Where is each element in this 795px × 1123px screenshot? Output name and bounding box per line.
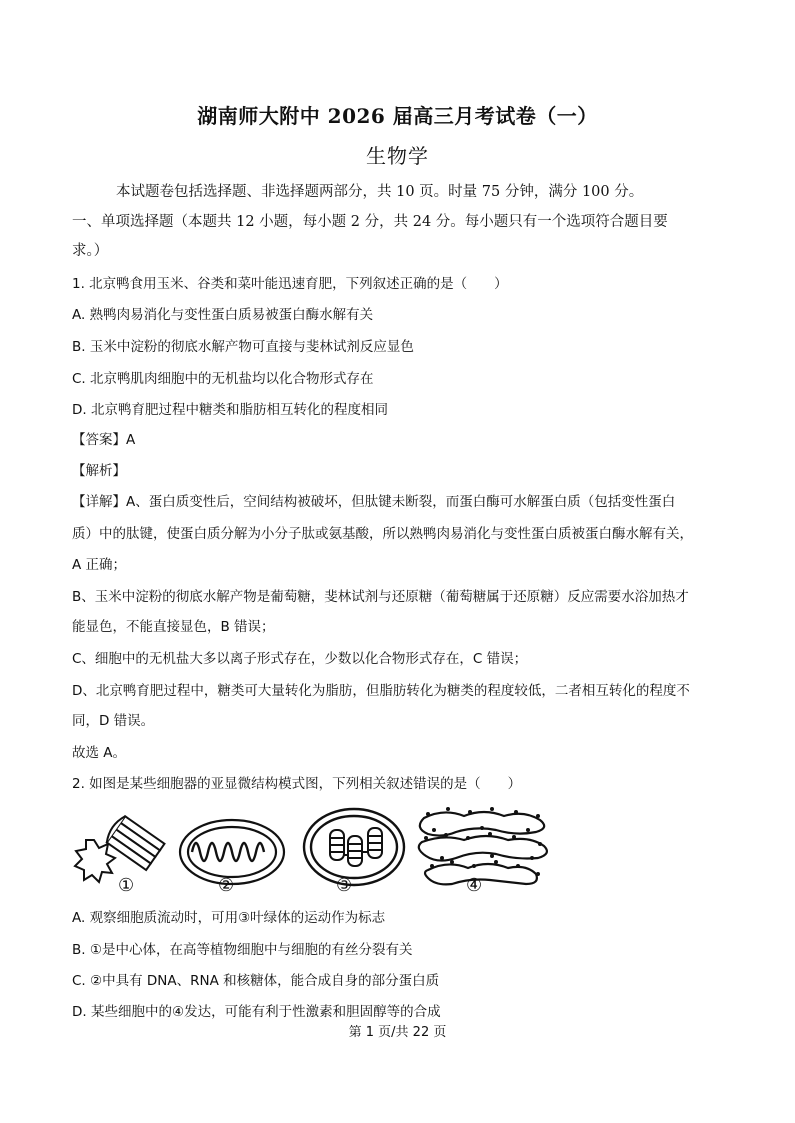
q2-option-b: B. ①是中心体，在高等植物细胞中与细胞的有丝分裂有关: [72, 942, 413, 958]
figure-label-1: ①: [118, 875, 135, 896]
centrosome-diagram: [75, 814, 164, 882]
q1-detail-1: 【详解】A、蛋白质变性后，空间结构被破坏，但肽键未断裂，而蛋白酶可水解蛋白质（包括变性蛋白: [72, 494, 676, 510]
subject-title: 生物学: [366, 144, 429, 168]
page-title: 湖南师大附中 2026 届高三月考试卷（一）: [197, 104, 598, 128]
organelle-figure: [72, 800, 572, 900]
q1-detail-4: B、玉米中淀粉的彻底水解产物是葡萄糖，斐林试剂与还原糖（葡萄糖属于还原糖）反应需要水浴加热才: [72, 589, 689, 605]
q1-detail-2: 质）中的肽键，使蛋白质分解为小分子肽或氨基酸，所以熟鸭肉易消化与变性蛋白质被蛋白酶水解有关，: [72, 526, 693, 542]
q1-conclusion: 故选 A。: [72, 745, 127, 761]
section-heading: 一、单项选择题（本题共 12 小题，每小题 2 分，共 24 分。每小题只有一个选项符合题目要: [72, 214, 668, 230]
figure-label-3: ③: [336, 875, 353, 896]
q2-stem: 2. 如图是某些细胞器的亚显微结构模式图，下列相关叙述错误的是（ ）: [72, 776, 522, 792]
q2-option-c: C. ②中具有 DNA、RNA 和核糖体，能合成自身的部分蛋白质: [72, 973, 440, 989]
chloroplast-diagram: [304, 809, 404, 885]
q1-answer: 【答案】A: [72, 432, 136, 448]
section-heading-cont: 求。）: [72, 243, 109, 259]
q1-option-b: B. 玉米中淀粉的彻底水解产物可直接与斐林试剂反应显色: [72, 339, 414, 355]
q1-option-a: A. 熟鸭肉易消化与变性蛋白质易被蛋白酶水解有关: [72, 307, 374, 323]
q1-detail-8: 同，D 错误。: [72, 713, 155, 729]
figure-label-4: ④: [466, 875, 483, 896]
endoplasmic-reticulum-diagram: [419, 807, 547, 884]
figure-label-2: ②: [218, 875, 235, 896]
q1-option-c: C. 北京鸭肌肉细胞中的无机盐均以化合物形式存在: [72, 371, 374, 387]
q1-detail-7: D、北京鸭育肥过程中，糖类可大量转化为脂肪，但脂肪转化为糖类的程度较低，二者相互转化的程度不: [72, 683, 690, 699]
q1-option-d: D. 北京鸭育肥过程中糖类和脂肪相互转化的程度相同: [72, 402, 388, 418]
q1-stem: 1. 北京鸭食用玉米、谷类和菜叶能迅速育肥，下列叙述正确的是（ ）: [72, 276, 508, 292]
q1-detail-3: A 正确；: [72, 557, 127, 573]
exam-intro: 本试题卷包括选择题、非选择题两部分，共 10 页。时量 75 分钟，满分 100 分。: [116, 184, 644, 200]
q2-option-a: A. 观察细胞质流动时，可用③叶绿体的运动作为标志: [72, 910, 386, 926]
page-footer: 第 1 页/共 22 页: [348, 1025, 447, 1040]
q1-analysis-label: 【解析】: [72, 463, 126, 479]
q1-detail-6: C、细胞中的无机盐大多以离子形式存在，少数以化合物形式存在，C 错误；: [72, 651, 528, 667]
q2-option-d: D. 某些细胞中的④发达，可能有利于性激素和胆固醇等的合成: [72, 1004, 441, 1020]
q1-detail-5: 能显色，不能直接显色，B 错误；: [72, 619, 275, 635]
